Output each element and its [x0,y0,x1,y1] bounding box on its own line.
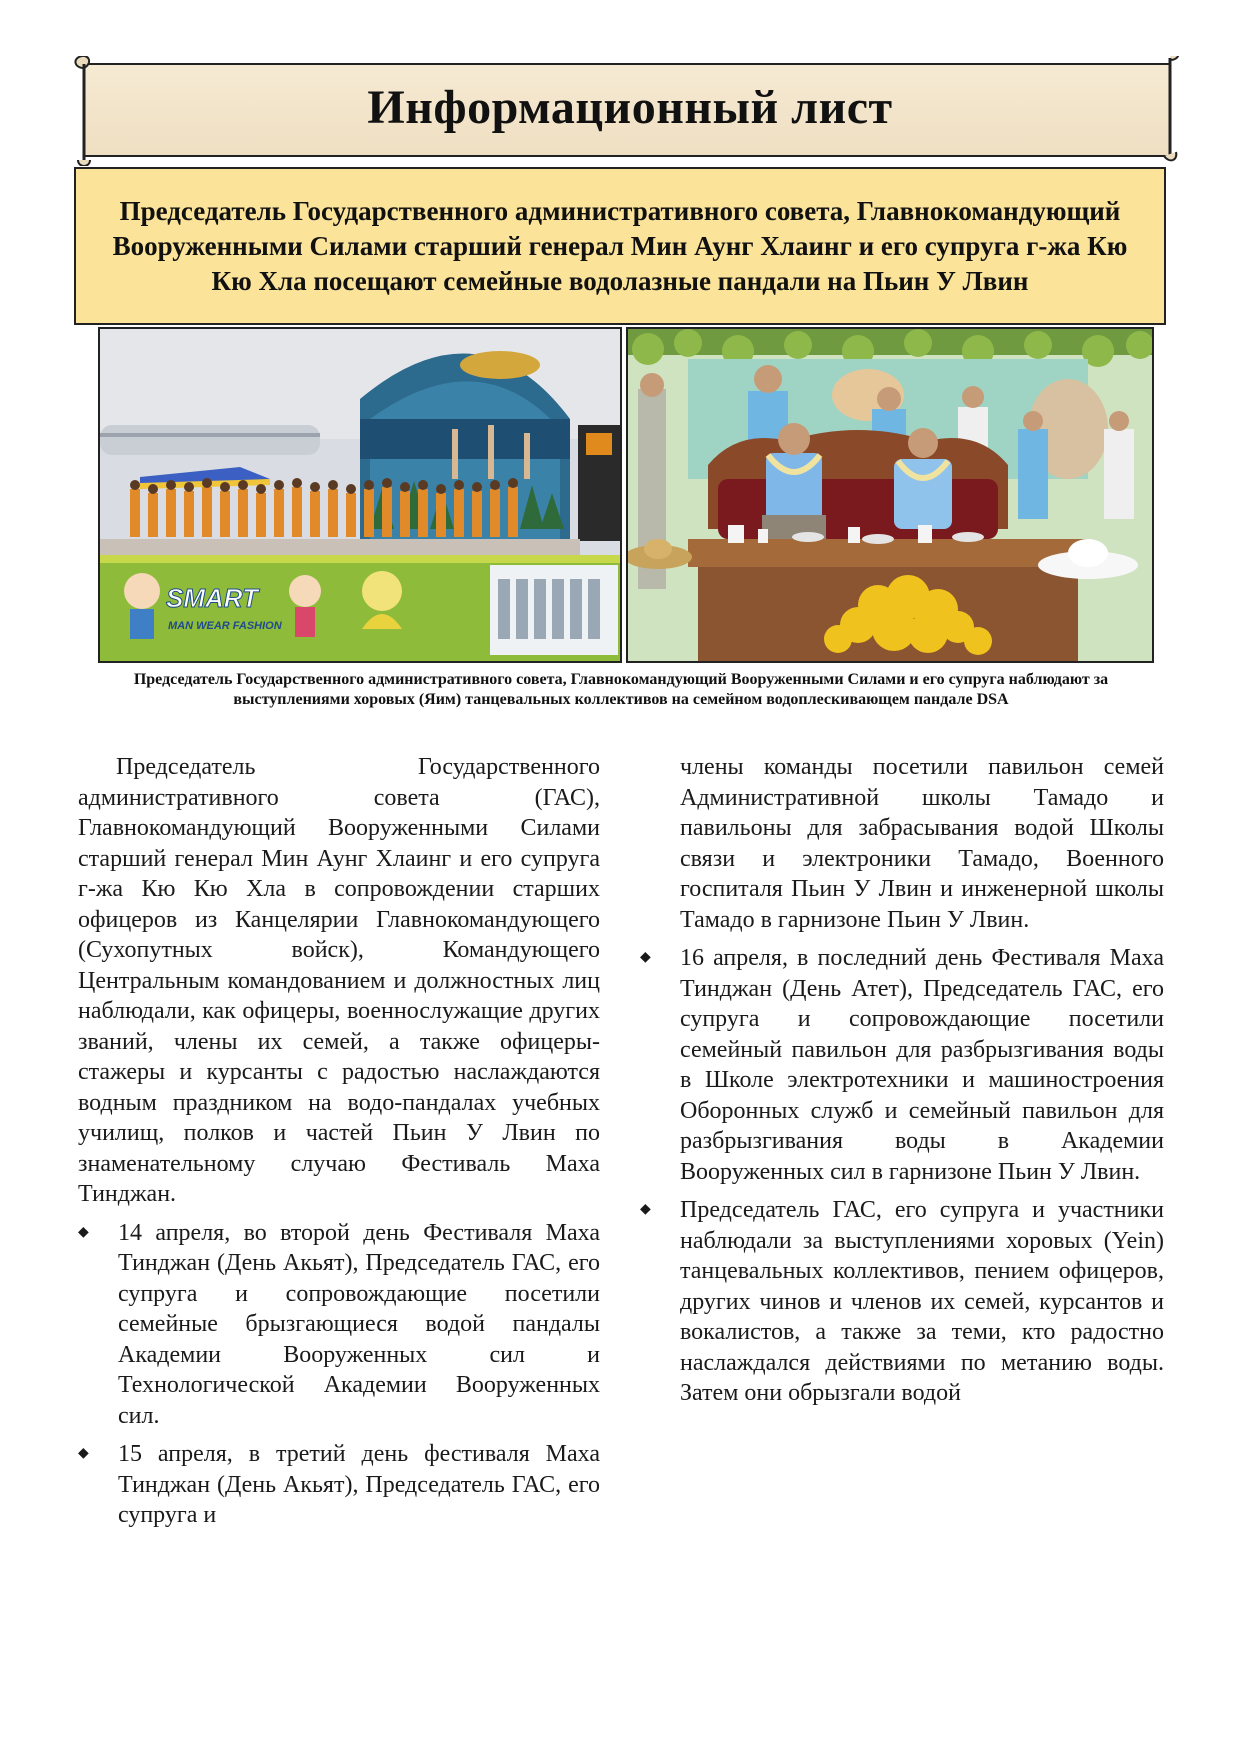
photo-dance-performance [98,327,622,663]
bullet-text: 14 апреля, во второй день Фестиваля Маха Тинджан (День Акьят), Председатель ГАС, его супруга и сопровождающие посетили семейные брызгающиеся водой пандалы Академии Вооруженных сил и Технологической Академии Вооруженных сил. [118,1219,600,1429]
page-title: Информационный лист [367,81,893,134]
list-item [640,1195,1164,1409]
continued-paragraph: члены команды посетили павильон семей Административной школы Тамадо и павильоны для забрасывания водой Школы связи и электроники Тамадо, Военного госпиталя Пьин У Лвин и инженерной школы Тамадо в гарнизоне Пьин У Лвин. [680,754,1164,933]
diamond-bullet-icon: ◆ [640,950,651,965]
bullet-list-right [640,943,1164,1409]
list-item [78,1439,600,1531]
bullet-text: 16 апреля, в последний день Фестиваля Маха Тинджан (День Атет), Председатель ГАС, его супруга и сопровождающие посетили семейный павильон для разбрызгивания воды в Школе электротехники и машиностроения Оборонных служб и семейный павильон для разбрызгивания воды в Академии Вооруженных сил в гарнизоне Пьин У Лвин. [680,945,1164,1185]
list-item [78,1218,600,1432]
diamond-bullet-icon: ◆ [640,1202,651,1217]
photo-caption: Председатель Государственного административного совета, Главнокомандующий Вооруженными Силами и его супруга наблюдают за выступлениями хоровых (Яим) танцевальных коллективов на семейном водоплескивающем пандале DSA [133,671,1109,708]
headline: Председатель Государственного административного совета, Главнокомандующий Вооруженными Силами старший генерал Мин Аунг Хлаинг и его супруга г-жа Кю Кю Хла посещают семейные водолазные пандали на Пьин У Лвин [112,195,1128,296]
photo-officials-seated [626,327,1154,663]
bullet-text: Председатель ГАС, его супруга и участники наблюдали за выступлениями хоровых (Yein) танцевальных коллективов, пением офицеров, других чинов и членов их семей, курсантов и вокалистов, а также за теми, кто радостно наслаждался действиями по метанию воды. Затем они обрызгали водой [680,1197,1164,1406]
bullet-list-left [78,1218,600,1531]
dance-performance-image [100,329,620,661]
diamond-bullet-icon: ◆ [78,1224,89,1240]
bullet-text: 15 апреля, в третий день фестиваля Маха Тинджан (День Акьят), Председатель ГАС, его супруга и [118,1441,600,1528]
diamond-bullet-icon: ◆ [78,1446,89,1461]
signboard-brand: SMART [166,583,258,613]
intro-paragraph: Председатель Государственного административного совета (ГАС), Главнокомандующий Вооруженными Силами старший генерал Мин Аунг Хлаинг и его супруга г-жа Кю Кю Хла в сопровождении старших офицеров из Канцелярии Главнокомандующего (Сухопутных войск), Командующего Центральным командованием и должностных лиц наблюдали, как офицеры, военнослужащие других званий, члены их семей, а также офицеры-стажеры и курсанты с радостью наслаждаются водным праздником на водо-пандалах учебных училищ, полков и частей Пьин У Лвин по знаменательному случаю Фестиваль Маха Тинджан. [78,754,600,1207]
article-column-left [78,752,600,1531]
signboard-tagline: MAN WEAR FASHION [168,620,282,632]
list-item [640,943,1164,1187]
headline-box [74,167,1166,325]
officials-seated-image [628,329,1152,661]
article-column-right [640,752,1164,1409]
